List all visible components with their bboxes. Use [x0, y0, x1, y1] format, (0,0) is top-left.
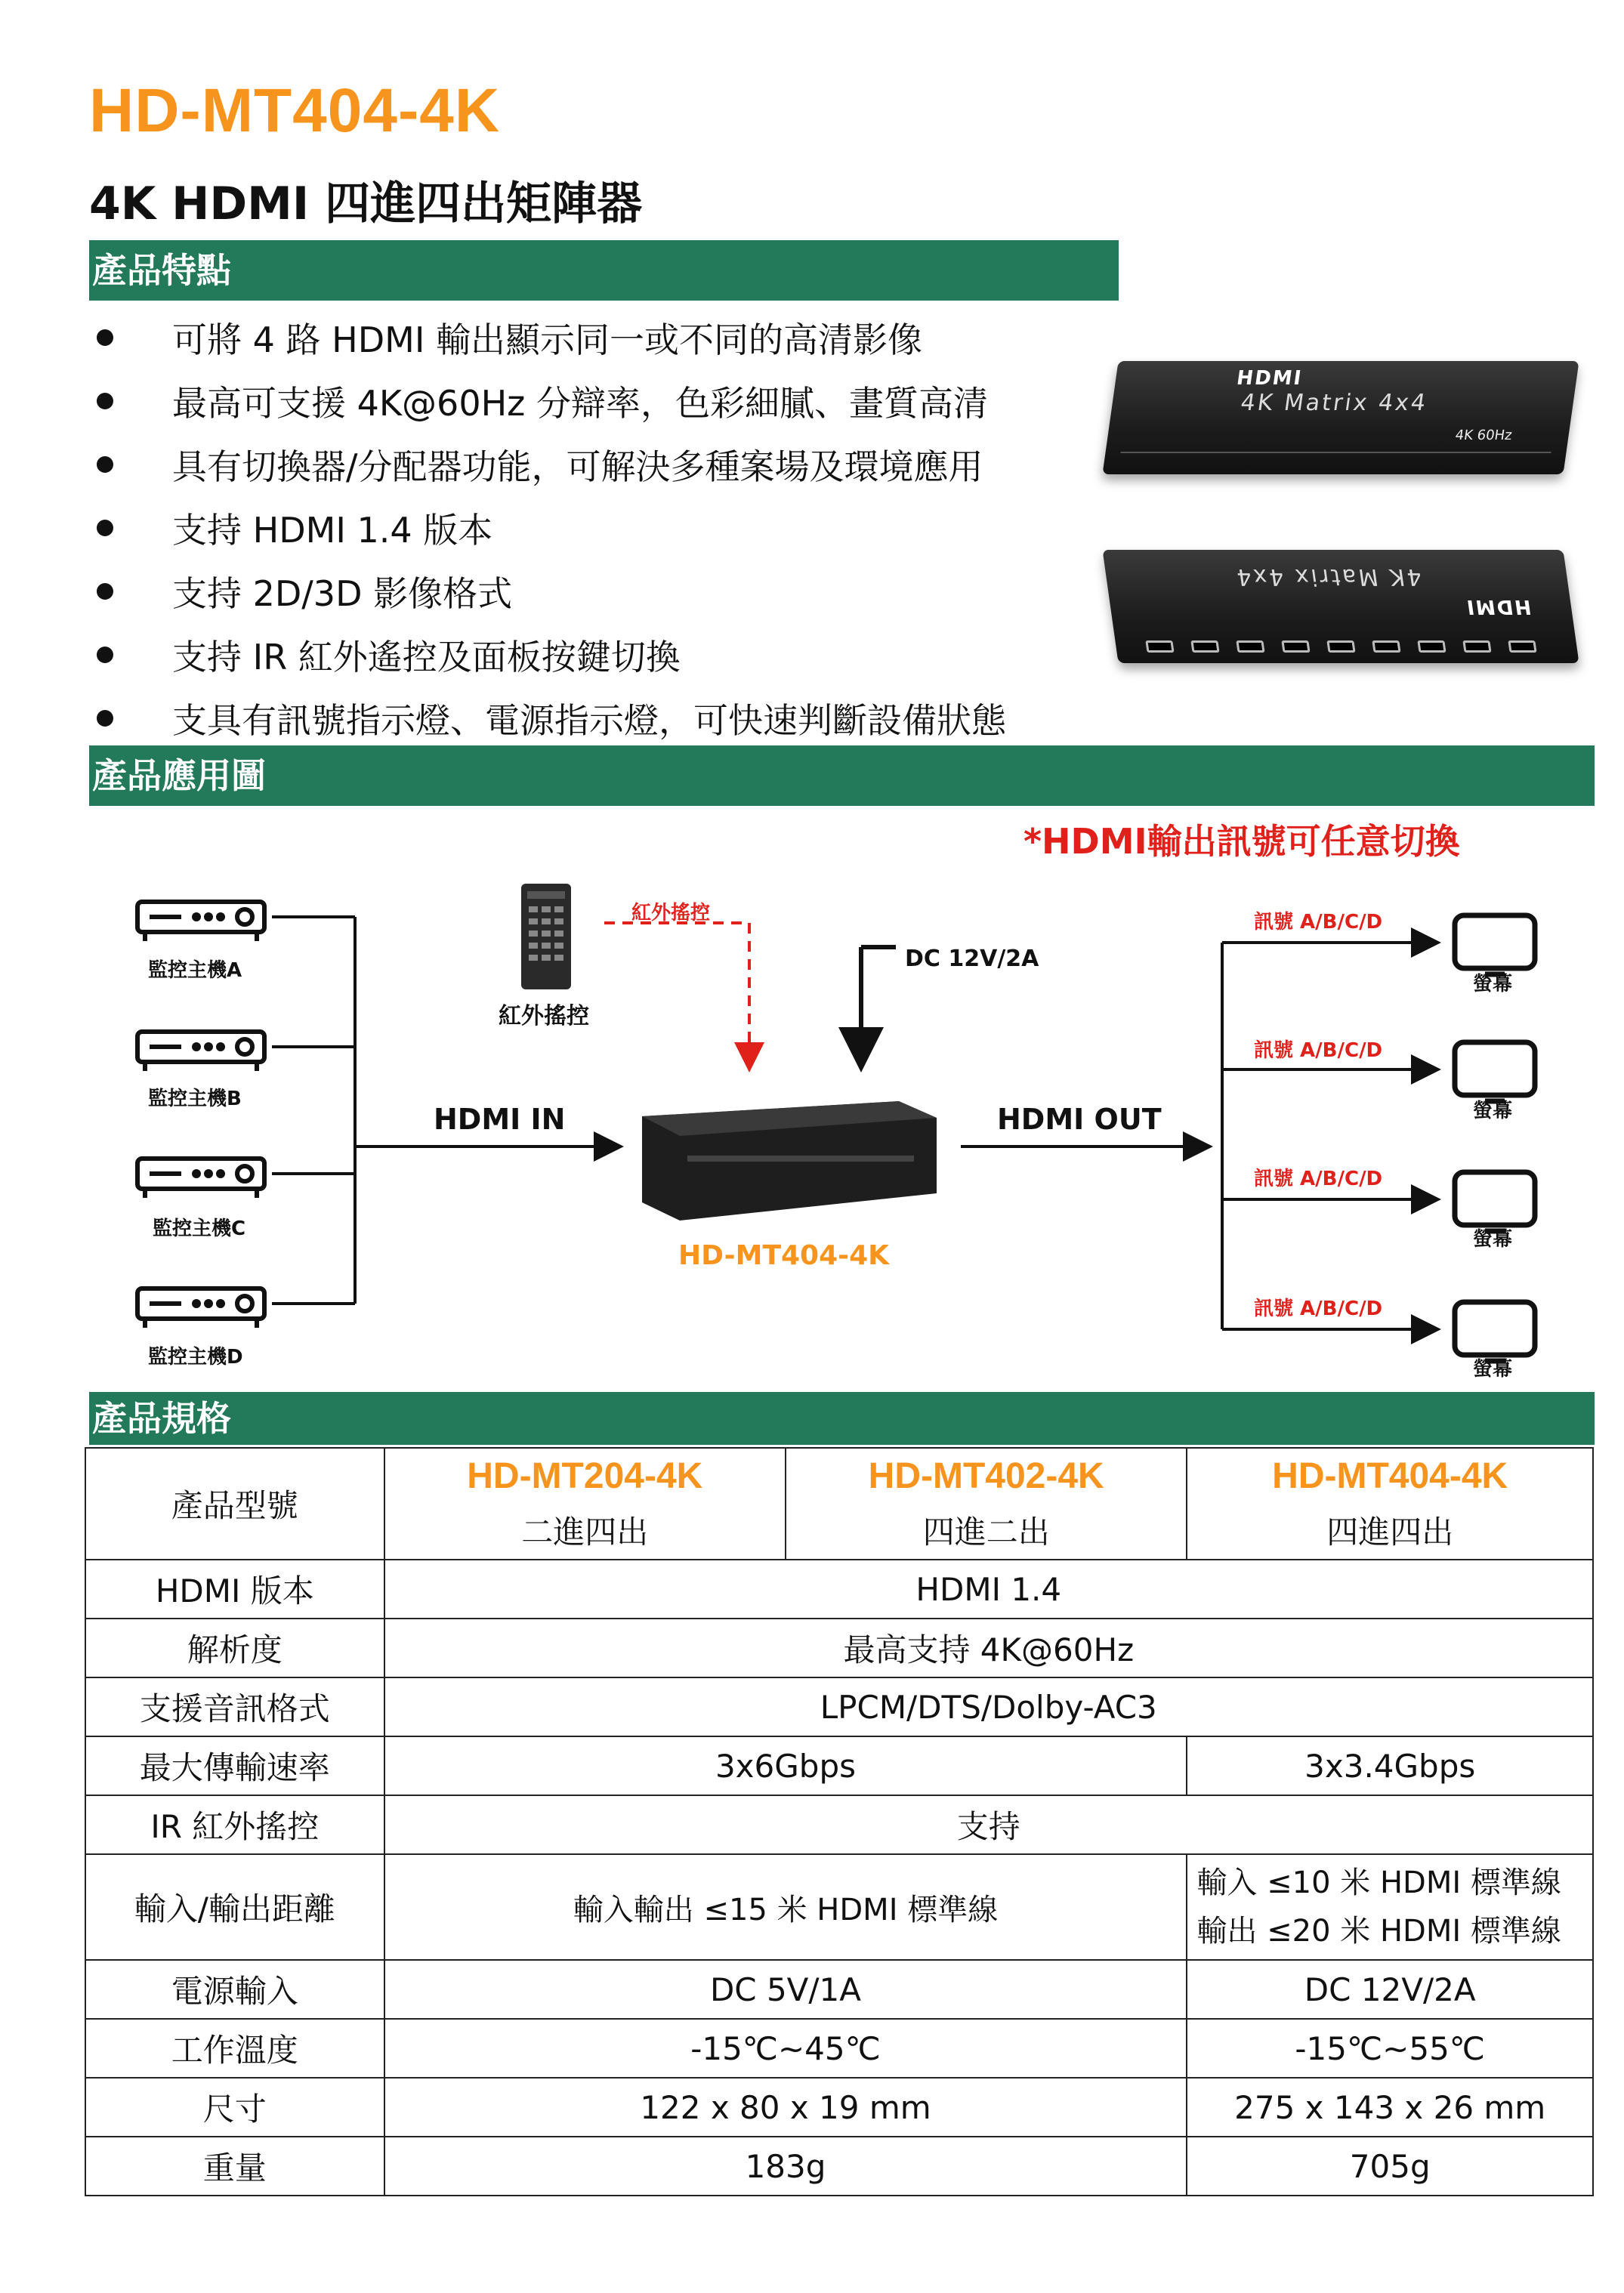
remote-icon [521, 884, 571, 989]
spec-value [1187, 1854, 1593, 1960]
screen-label: 螢幕 [1473, 1100, 1513, 1122]
output-bus [961, 943, 1435, 1329]
source-label: 監控主機C [153, 1217, 246, 1240]
spec-table [85, 1447, 1594, 2196]
spec-label: 工作溫度 [85, 2019, 384, 2078]
monitor-icon [1455, 915, 1535, 974]
model-desc: 四進四出 [1326, 1513, 1454, 1551]
port-icon [1190, 640, 1219, 653]
spec-label: 電源輸入 [85, 1960, 384, 2019]
hdmi-out-label: HDMI OUT [997, 1103, 1162, 1136]
spec-label: IR 紅外搖控 [85, 1795, 384, 1854]
bullet-icon [97, 520, 113, 536]
page-title: HD-MT404-4K [89, 76, 501, 145]
hdmi-in-label: HDMI IN [434, 1103, 566, 1136]
spec-label: 產品型號 [85, 1448, 384, 1560]
table-row [85, 1854, 1593, 1960]
model-cell [1187, 1448, 1593, 1560]
table-row [85, 1795, 1593, 1854]
spec-value-line: 輸入 ≤10 米 HDMI 標準線 [1196, 1866, 1561, 1900]
feature-item: 可將 4 路 HDMI 輸出顯示同一或不同的高清影像 [89, 306, 1116, 369]
matrix-device-icon [642, 1101, 937, 1221]
table-row [85, 2019, 1593, 2078]
signal-label: 訊號 A/B/C/D [1254, 1168, 1383, 1190]
signal-label: 訊號 A/B/C/D [1254, 1298, 1383, 1320]
spec-value: -15℃~45℃ [384, 2019, 1187, 2078]
product-tag: 4K 60Hz [1454, 427, 1514, 443]
panel-line [1120, 452, 1551, 453]
spec-value: DC 5V/1A [384, 1960, 1187, 2019]
table-row [85, 2137, 1593, 2196]
power-label: DC 12V/2A [905, 946, 1039, 972]
spec-value: 275 x 143 x 26 mm [1187, 2078, 1593, 2137]
page-subtitle: 4K HDMI 四進四出矩陣器 [89, 177, 643, 230]
feature-item: 支持 HDMI 1.4 版本 [89, 496, 1116, 560]
port-icon [1508, 640, 1536, 653]
hdmi-logo-mirrored-icon: HDMI [1463, 595, 1533, 618]
dvr-icon [137, 1288, 264, 1328]
feature-item: 最高可支援 4K@60Hz 分辯率，色彩細膩、畫質高清 [89, 369, 1116, 433]
dvr-icon [137, 1159, 264, 1198]
power-arrow [861, 947, 896, 1063]
spec-label: 最大傳輸速率 [85, 1736, 384, 1795]
model-desc: 四進二出 [922, 1513, 1050, 1551]
spec-label: HDMI 版本 [85, 1560, 384, 1619]
port-icon [1372, 640, 1400, 653]
spec-value: DC 12V/2A [1187, 1960, 1593, 2019]
section-header-specs: 產品規格 [89, 1392, 1595, 1445]
table-row [85, 1448, 1593, 1560]
table-row [85, 1736, 1593, 1795]
model-name: HD-MT204-4K [467, 1455, 703, 1496]
table-row [85, 2078, 1593, 2137]
section-header-features: 產品特點 [89, 240, 1119, 301]
table-row [85, 1560, 1593, 1619]
screen-label: 螢幕 [1473, 1358, 1513, 1381]
bullet-icon [97, 329, 113, 346]
table-row [85, 1960, 1593, 2019]
dvr-icon [137, 1032, 264, 1071]
port-icon [1145, 640, 1174, 653]
port-icon [1236, 640, 1264, 653]
spec-label: 輸入/輸出距離 [85, 1854, 384, 1960]
feature-item: 支具有訊號指示燈、電源指示燈，可快速判斷設備狀態 [89, 687, 1116, 750]
spec-value: 122 x 80 x 19 mm [384, 2078, 1187, 2137]
bullet-icon [97, 456, 113, 473]
switch-note: *HDMI輸出訊號可任意切換 [1023, 821, 1460, 862]
screen-label: 螢幕 [1473, 1228, 1513, 1251]
spec-label: 尺寸 [85, 2078, 384, 2137]
product-label-mirrored: 4K Matrix 4x4 [1232, 563, 1424, 590]
spec-value: 最高支持 4K@60Hz [384, 1619, 1593, 1677]
product-photo-top [1102, 361, 1579, 474]
monitor-icon [1455, 1042, 1535, 1101]
signal-label: 訊號 A/B/C/D [1254, 1039, 1383, 1062]
product-label: 4K Matrix 4x4 [1239, 390, 1430, 416]
spec-value-line: 輸出 ≤20 米 HDMI 標準線 [1196, 1914, 1561, 1949]
bullet-icon [97, 647, 113, 663]
source-label: 監控主機D [148, 1346, 243, 1369]
table-row [85, 1677, 1593, 1736]
spec-value: 輸入輸出 ≤15 米 HDMI 標準線 [384, 1854, 1187, 1960]
spec-label: 支援音訊格式 [85, 1677, 384, 1736]
section-header-diagram: 產品應用圖 [89, 745, 1595, 806]
source-label: 監控主機A [148, 959, 242, 982]
feature-item: 支持 IR 紅外遙控及面板按鍵切換 [89, 623, 1116, 687]
dvr-icon [137, 902, 264, 941]
source-label: 監控主機B [148, 1088, 242, 1110]
bullet-icon [97, 710, 113, 727]
product-photo-bottom [1102, 550, 1579, 663]
ir-label: 紅外搖控 [631, 902, 711, 924]
remote-label: 紅外搖控 [499, 1003, 589, 1029]
model-cell [384, 1448, 786, 1560]
signal-label: 訊號 A/B/C/D [1254, 911, 1383, 934]
spec-value: 3x6Gbps [384, 1736, 1187, 1795]
spec-value: LPCM/DTS/Dolby-AC3 [384, 1677, 1593, 1736]
feature-item: 支持 2D/3D 影像格式 [89, 560, 1116, 623]
bullet-icon [97, 583, 113, 600]
table-row [85, 1619, 1593, 1677]
port-icon [1417, 640, 1446, 653]
model-name: HD-MT402-4K [868, 1455, 1104, 1496]
model-cell [786, 1448, 1187, 1560]
bullet-icon [97, 393, 113, 409]
spec-value: 183g [384, 2137, 1187, 2196]
feature-list [89, 306, 1116, 750]
spec-label: 重量 [85, 2137, 384, 2196]
spec-value: HDMI 1.4 [384, 1560, 1593, 1619]
monitor-icon [1455, 1172, 1535, 1231]
feature-item: 具有切換器/分配器功能，可解決多種案場及環境應用 [89, 433, 1116, 496]
hdmi-logo-icon: HDMI [1235, 367, 1304, 390]
spec-value: 支持 [384, 1795, 1593, 1854]
model-name: HD-MT404-4K [1272, 1455, 1508, 1496]
model-desc: 二進四出 [521, 1513, 649, 1551]
port-icon [1281, 640, 1310, 653]
screen-label: 螢幕 [1473, 973, 1513, 995]
device-model-label: HD-MT404-4K [678, 1240, 890, 1271]
spec-value: 705g [1187, 2137, 1593, 2196]
port-icon [1326, 640, 1355, 653]
ir-signal-line [604, 923, 749, 1066]
port-icon [1462, 640, 1491, 653]
spec-value: -15℃~55℃ [1187, 2019, 1593, 2078]
monitor-icon [1455, 1302, 1535, 1361]
spec-label: 解析度 [85, 1619, 384, 1677]
spec-value: 3x3.4Gbps [1187, 1736, 1593, 1795]
